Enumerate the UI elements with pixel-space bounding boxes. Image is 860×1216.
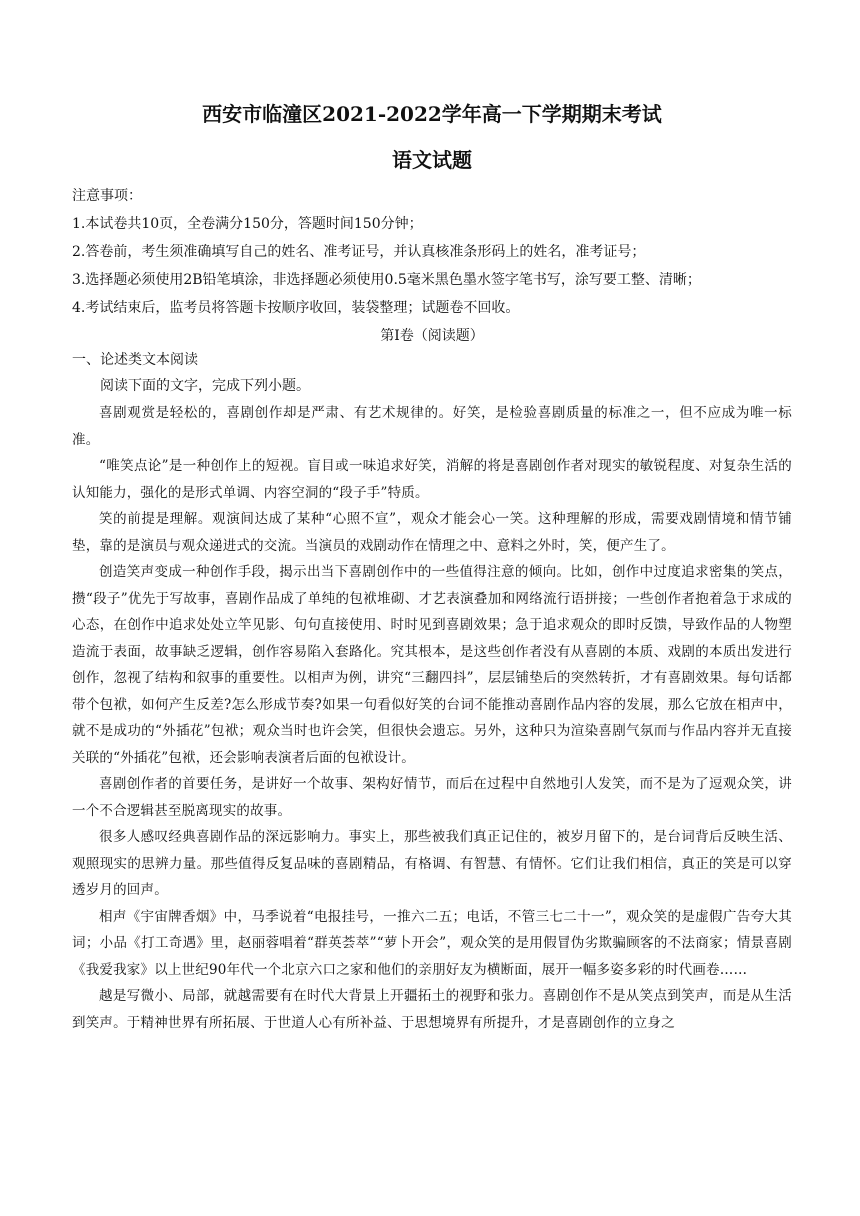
notice-item: 4.考试结束后，监考员将答题卡按顺序收回，装袋整理；试题卷不回收。 [72,300,520,316]
passage-paragraph: 喜剧观赏是轻松的，喜剧创作却是严肃、有艺术规律的。好笑，是检验喜剧质量的标准之一，但不应成为唯一标准。 [72,405,792,448]
section-heading: 第Ⅰ卷（阅读题） [380,328,484,344]
notice-block [72,182,792,322]
exam-title: 西安市临潼区2021-2022学年高一下学期期末考试 [202,102,662,126]
exam-subtitle: 语文试题 [392,148,472,172]
passage-paragraph: 笑的前提是理解。观演间达成了某种“心照不宣”，观众才能会心一笑。这种理解的形成，需要戏剧情境和情节铺垫，靠的是演员与观众递进式的交流。当演员的戏剧动作在情理之中、意料之外时，笑，便产生了。 [72,511,792,554]
reading-passage [72,400,792,1036]
passage-paragraph: “唯笑点论”是一种创作上的短视。盲目或一味追求好笑，消解的将是喜剧创作者对现实的敏锐程度、对复杂生活的认知能力，强化的是形式单调、内容空洞的“段子手”特质。 [72,458,792,501]
passage-paragraph: 喜剧创作者的首要任务，是讲好一个故事、架构好情节，而后在过程中自然地引人发笑，而不是为了逗观众笑，讲一个不合逻辑甚至脱离现实的故事。 [72,776,792,819]
part-title: 一、论述类文本阅读 [72,352,198,368]
passage-paragraph: 很多人感叹经典喜剧作品的深远影响力。事实上，那些被我们真正记住的，被岁月留下的，是台词背后反映生活、观照现实的思辨力量。那些值得反复品味的喜剧精品，有格调、有智慧、有情怀。它们让我们相信，真正的笑是可以穿透岁月的回声。 [72,829,792,898]
exam-page [72,100,792,1036]
notice-item: 3.选择题必须使用2B铅笔填涂，非选择题必须使用0.5毫米黑色墨水签字笔书写，涂写要工整、清晰； [72,272,701,288]
passage-paragraph: 越是写微小、局部，就越需要有在时代大背景上开疆拓土的视野和张力。喜剧创作不是从笑点到笑声，而是从生活到笑声。于精神世界有所拓展、于世道人心有所补益、于思想境界有所提升，才是喜剧创作的立身之 [72,988,792,1031]
notice-heading: 注意事项： [72,188,142,204]
reading-instruction: 阅读下面的文字，完成下列小题。 [100,378,310,394]
passage-paragraph: 创造笑声变成一种创作手段，揭示出当下喜剧创作中的一些值得注意的倾向。比如，创作中过度追求密集的笑点，攒“段子”优先于写故事，喜剧作品成了单纯的包袱堆砌、才艺表演叠加和网络流行语拼接；一些创作者抱着急于求成的心态，在创作中追求处处立竿见影、句句直接使用、时时见到喜剧效果；急于追求观众的即时反馈，导致作品的人物塑造流于表面，故事缺乏逻辑，创作容易陷入套路化。究其根本，是这些创作者没有从喜剧的本质、戏剧的本质出发进行创作，忽视了结构和叙事的重要性。以相声为例，讲究“三翻四抖”，层层铺垫后的突然转折，才有喜剧效果。每句话都带个包袱，如何产生反差?怎么形成节奏?如果一句看似好笑的台词不能推动喜剧作品内容的发展，那么它放在相声中，就不是成功的“外插花”包袱；观众当时也许会笑，但很快会遗忘。另外，这种只为渲染喜剧气氛而与作品内容并无直接关联的“外插花”包袱，还会影响表演者后面的包袱设计。 [72,564,792,766]
notice-item: 2.答卷前，考生须准确填写自己的姓名、准考证号，并认真核准条形码上的姓名，准考证号； [72,244,646,260]
passage-paragraph: 相声《宇宙牌香烟》中，马季说着“电报挂号，一推六二五；电话，不管三七二十一”，观众笑的是虚假广告夸大其词；小品《打工奇遇》里，赵丽蓉唱着“群英荟萃”“萝卜开会”，观众笑的是用假冒伪劣欺骗顾客的不法商家；情景喜剧《我爱我家》以上世纪90年代一个北京六口之家和他们的亲朋好友为横断面，展开一幅多姿多彩的时代画卷…… [72,908,792,978]
notice-item: 1.本试卷共10页，全卷满分150分，答题时间150分钟； [72,216,423,232]
